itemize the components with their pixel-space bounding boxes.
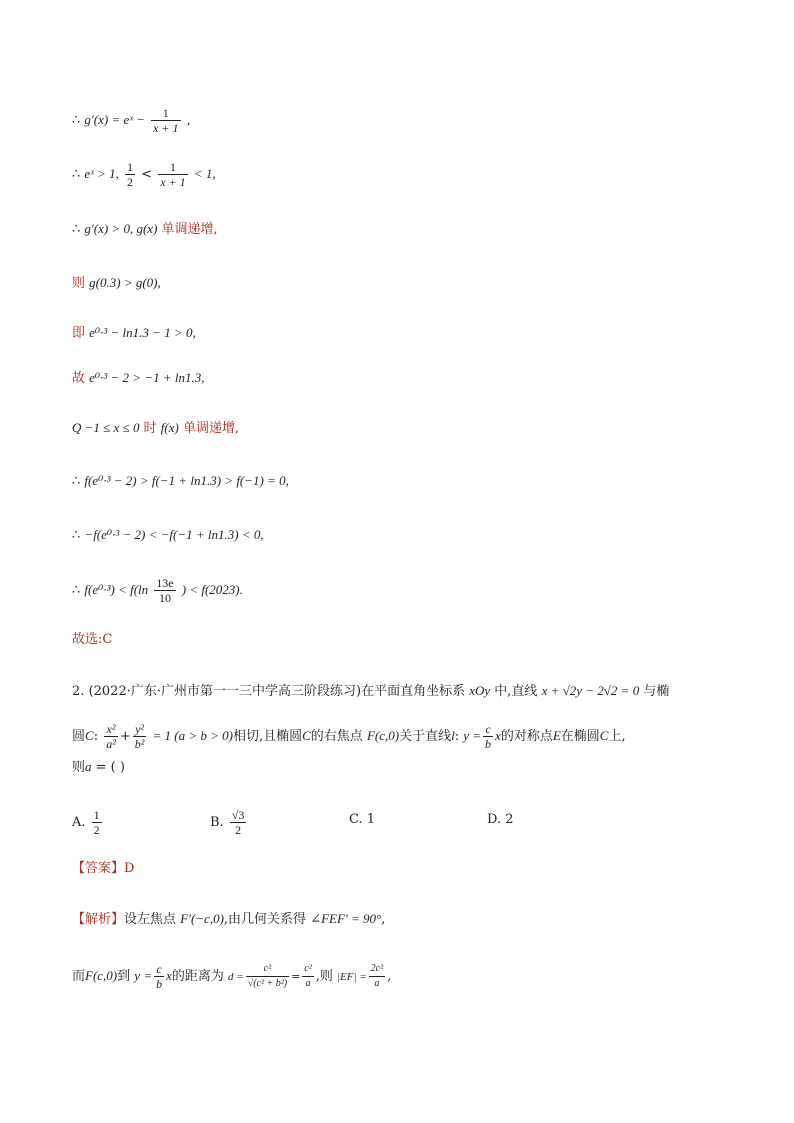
denominator: a [302, 976, 313, 991]
step-line-6 [72, 371, 205, 385]
denominator: 2 [230, 822, 247, 837]
numerator: 1 [169, 160, 176, 174]
question-text: 在平面直角坐标系 [361, 684, 466, 699]
numerator: c² [304, 963, 312, 974]
numerator: c [156, 962, 162, 976]
math-expression: ) < f(2023). [181, 582, 243, 597]
step-line-9 [72, 528, 264, 542]
punctuation: , [381, 912, 386, 927]
final-choice: 故选:C [72, 632, 113, 647]
math-expression: C [85, 728, 94, 743]
math-expression: Q −1 ≤ x ≤ 0 [72, 420, 140, 435]
numerator: 1 [162, 106, 169, 120]
question-source: (2022·广东·广州市第一一三中学高三阶段练习) [88, 684, 362, 699]
step-line-5 [72, 326, 196, 340]
denominator: x + 1 [153, 121, 179, 135]
math-expression: y = [463, 728, 482, 743]
math-expression: |EF| = [337, 971, 367, 983]
question-text: 的右焦点 [310, 729, 363, 744]
question-line-2 [72, 722, 626, 751]
less-than: < [141, 167, 153, 182]
step-line-10 [72, 576, 243, 605]
question-line-1: 2. (2022·广东·广州市第一一三中学高三阶段练习)在平面直角坐标系 xOy 中,直线 x + √2y − 2√2 = 0 与椭 [72, 683, 670, 699]
question-number: 2 [72, 684, 81, 699]
numerator: c² [263, 963, 272, 974]
numerator: 13e [156, 576, 174, 590]
math-expression: x [495, 728, 501, 743]
denominator: b² [134, 737, 145, 751]
numerator: 1 [93, 808, 100, 822]
numerator: √3 [231, 808, 245, 822]
numerator: 2c² [370, 963, 384, 974]
numerator: 1 [127, 160, 134, 174]
step-text: 单调递增, [161, 222, 218, 237]
analysis-text: ,由几何关系得 [223, 912, 307, 927]
step-text: 单调递增, [182, 421, 240, 436]
numerator: x² [106, 722, 116, 736]
therefore-symbol: ∴ [72, 222, 81, 237]
step-prefix: 则 [72, 276, 86, 291]
fraction [483, 722, 493, 751]
denominator: √(c² + b²) [247, 978, 288, 989]
analysis-line-2 [72, 962, 391, 991]
question-text: 相切,且椭圆 [232, 729, 303, 744]
step-prefix: 故 [72, 371, 86, 386]
math-expression: e⁰·³ − ln1.3 − 1 > 0, [89, 325, 196, 340]
therefore-symbol: ∴ [72, 528, 81, 543]
answer-value: D [124, 861, 135, 876]
answer-blank: = ( ) [95, 760, 125, 775]
question-text: 中,直线 [494, 684, 538, 699]
math-expression: C [302, 728, 311, 743]
choice-c[interactable] [349, 812, 375, 827]
math-expression: e⁰·³ − 2 > −1 + ln1.3, [89, 370, 205, 385]
math-expression: g(0.3) > g(0), [89, 275, 161, 290]
question-line-3 [72, 760, 125, 774]
fraction [369, 962, 385, 991]
punctuation: : [93, 729, 99, 744]
therefore-symbol: ∴ [72, 167, 81, 182]
math-expression: −f(e⁰·³ − 2) < −f(−1 + ln1.3) < 0, [84, 527, 264, 542]
analysis-text: ,则 [315, 969, 333, 984]
analysis-text: 而 [72, 969, 86, 984]
math-expression: eˣ > 1, [84, 166, 119, 181]
punctuation: , [186, 113, 191, 128]
step-line-3 [72, 222, 218, 236]
math-expression: f(x) [160, 420, 179, 435]
answer-line [72, 862, 134, 875]
therefore-symbol: ∴ [72, 113, 81, 128]
fraction [230, 808, 247, 837]
question-text: 的对称点 [500, 729, 553, 744]
math-expression: f(e⁰·³) < f(ln [84, 582, 149, 597]
math-expression: xOy [469, 683, 491, 698]
denominator: 2 [93, 823, 100, 837]
question-text: 则 [72, 760, 86, 775]
fraction [154, 576, 175, 605]
choice-d[interactable] [487, 812, 514, 827]
answer-tag: 【答案】 [72, 861, 125, 876]
analysis-text: 到 [117, 969, 131, 984]
math-expression: f(e⁰·³ − 2) > f(−1 + ln1.3) > f(−1) = 0, [84, 473, 289, 488]
denominator: b [156, 977, 163, 991]
step-line-1 [72, 106, 191, 135]
analysis-line-1 [72, 912, 385, 926]
math-expression: F′(−c,0) [180, 911, 224, 926]
math-expression: C [599, 728, 609, 743]
question-text: 与椭 [643, 684, 670, 699]
fraction [154, 962, 164, 991]
math-expression: ∠FEF′ = 90° [310, 911, 382, 926]
choice-a[interactable] [72, 808, 104, 837]
math-expression: < 1, [193, 166, 216, 181]
question-text: 上, [608, 729, 626, 744]
choice-value: 2 [505, 812, 514, 827]
fraction [133, 722, 147, 751]
fraction [92, 808, 102, 837]
question-text: 关于直线 [399, 729, 452, 744]
equals: = [291, 970, 301, 983]
denominator: a [369, 976, 385, 991]
math-expression: y = [134, 968, 153, 983]
step-prefix: 即 [72, 326, 86, 341]
denominator: a² [106, 737, 116, 751]
denominator: 2 [127, 175, 134, 189]
step-line-8 [72, 474, 289, 488]
math-expression: d = [228, 971, 244, 983]
choice-b[interactable] [210, 808, 248, 837]
math-expression: E [552, 728, 561, 743]
fraction [151, 106, 180, 135]
fraction-half [125, 160, 135, 189]
fraction [158, 160, 187, 189]
denominator: 10 [154, 590, 175, 605]
step-line-2 [72, 160, 216, 189]
choice-value: 1 [366, 812, 376, 827]
punctuation: , [387, 969, 392, 984]
math-expression: F(c,0) [366, 728, 400, 743]
fraction [104, 722, 118, 751]
punctuation: : [454, 729, 460, 744]
choice-label: C. [349, 812, 363, 827]
math-expression: g′(x) > 0, g(x) [84, 221, 158, 236]
analysis-tag: 【解析】 [72, 912, 125, 927]
denominator: x + 1 [160, 175, 186, 189]
numerator: c [485, 722, 491, 736]
therefore-symbol: ∴ [72, 583, 81, 598]
question-text: 在椭圆 [560, 729, 600, 744]
step-line-7 [72, 421, 239, 435]
question-text: 圆 [72, 729, 86, 744]
fraction [246, 962, 289, 991]
step-text: 时 [143, 421, 157, 436]
choice-label: A. [72, 815, 86, 830]
choice-label: B. [210, 815, 224, 830]
choice-label: D. [487, 812, 502, 827]
analysis-text: 的距离为 [171, 969, 224, 984]
math-expression: F(c,0) [85, 968, 118, 983]
fraction [302, 962, 313, 991]
math-expression: = 1 (a > b > 0) [152, 728, 233, 743]
math-expression: l [451, 728, 455, 743]
math-expression: g′(x) = eˣ − [84, 112, 145, 127]
math-expression: a [85, 759, 92, 774]
numerator: y² [135, 722, 144, 736]
denominator: b [485, 737, 492, 751]
therefore-symbol: ∴ [72, 474, 81, 489]
math-expression: x + √2y − 2√2 = 0 [541, 683, 640, 698]
plus: + [119, 729, 131, 744]
step-line-4 [72, 276, 161, 290]
analysis-text: 设左焦点 [124, 912, 177, 927]
math-expression: x [166, 968, 172, 983]
